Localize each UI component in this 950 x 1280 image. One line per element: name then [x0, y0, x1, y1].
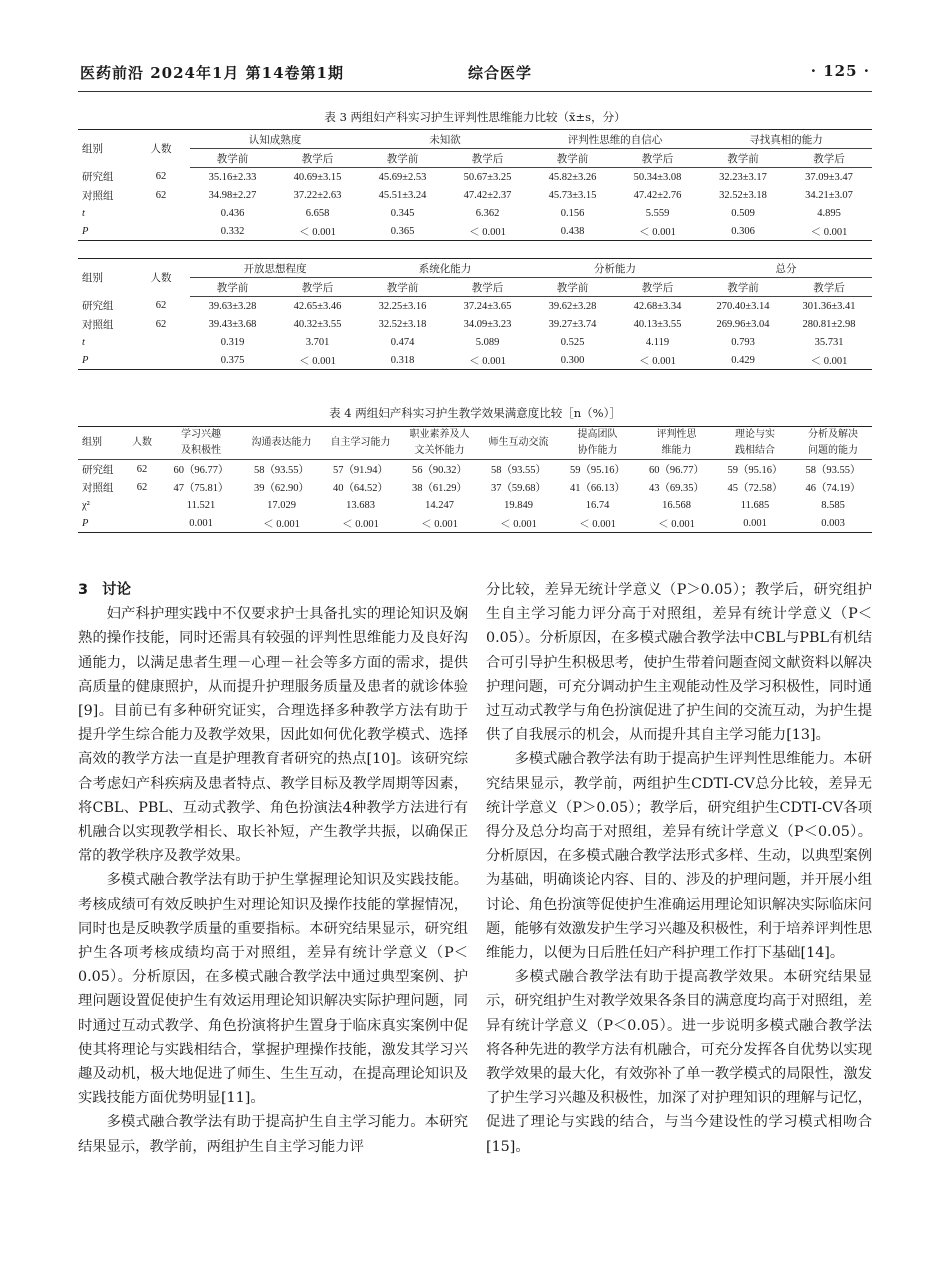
table-cell: ＜ 0.001 — [558, 514, 637, 533]
table-cell: 40.13±3.55 — [633, 318, 682, 330]
t4-header: 自主学习能力 — [321, 427, 400, 460]
table-cell: ＜ 0.001 — [275, 222, 360, 241]
table-cell: 13.683 — [346, 499, 375, 511]
paragraph: 多模式融合教学法有助于提高护生评判性思维能力。本研究结果显示，教学前，两组护生CDTI-CV总分比较，差异无统计学意义（P＞0.05）；教学后，研究组护生CDTI-CV各项得分及总分均高于对照组，差异有统计学意义（P＜0.05）。分析原因，在多模式融合教学法形式多样、生动，以典型案例为基础，明确谈论内容、目的、涉及的护理问题，并开展小组讨论、角色扮演等促使护生准确运用理论知识解决实际临床问题，能够有效激发护生学习兴趣及积极性，利于培养评判性思维能力，以便为日后胜任妇产科护理工作打下基础[14]。 — [486, 751, 873, 962]
table-cell: 45.51±3.24 — [378, 189, 427, 201]
table-cell: 0.003 — [794, 514, 872, 533]
table-cell: 14.247 — [425, 499, 454, 511]
table-cell: 39.63±3.28 — [208, 300, 257, 312]
table-cell: 39.43±3.68 — [208, 318, 257, 330]
group-header: 寻找真相的能力 — [700, 130, 872, 149]
table-cell: 11.685 — [740, 499, 770, 511]
left-column — [78, 578, 468, 1159]
table-cell: 45（72.58） — [727, 482, 783, 494]
table-cell: 32.25±3.16 — [378, 300, 427, 312]
row-label: 研究组 — [82, 464, 114, 476]
table-cell: 50.67±3.25 — [463, 171, 512, 183]
table3-caption: 表 3 两组妇产科实习护生评判性思维能力比较（x̄±s，分） — [324, 110, 626, 124]
t4-header: 职业素养及人 文关怀能力 — [400, 427, 479, 460]
table-cell: 41（66.13） — [569, 482, 626, 494]
sub-header: 教学前 — [700, 149, 786, 168]
table4-caption: 表 4 两组妇产科实习护生教学效果满意度比较［n（%）］ — [329, 406, 621, 420]
table-cell: ＜ 0.001 — [321, 514, 400, 533]
page-number: · 125 · — [810, 62, 870, 80]
table-cell: ＜ 0.001 — [615, 222, 700, 241]
table-cell: 19.849 — [504, 499, 533, 511]
row-label: 对照组 — [82, 190, 114, 202]
table3-part2 — [78, 258, 872, 370]
table-cell: 40.69±3.15 — [293, 171, 342, 183]
row-count: 62 — [155, 318, 167, 330]
group-header: 认知成熟度 — [190, 130, 360, 149]
paragraph-continued: 分比较，差异无统计学意义（P＞0.05）；教学后，研究组护生自主学习能力评分高于对照组，差异有统计学意义（P＜0.05）。分析原因，在多模式融合教学法中CBL与PBL有机结合可引导护生积极思考，使护生带着问题查阅文献资料以解决护理问题，可充分调动护生主观能动性及学习积极性，同时通过互动式教学与角色扮演促进了护生间的交流互动，为护生提供了自我展示的机会，从而提升其自主学习能力[13]。 — [486, 582, 873, 744]
table-cell: 0.001 — [160, 514, 242, 533]
table-cell: 32.23±3.17 — [719, 171, 767, 183]
paragraph: 多模式融合教学法有助于护生掌握理论知识及实践技能。考核成绩可有效反映护生对理论知识及操作技能的掌握情况，同时也是反映教学质量的重要指标。本研究结果显示，研究组护生各项考核成绩均高于对照组，差异有统计学意义（P＜0.05）。分析原因，在多模式融合教学法中通过典型案例、护理问题设置促使护生有效运用理论知识解决实际护理问题，同时通过互动式教学、角色扮演将护生置身于临床真实案例中促使其将理论与实践相结合，掌握护理操作技能，激发其学习兴趣及动机，极大地促进了师生、生生互动，在提高理论知识及实践技能方面优势明显[11]。 — [78, 872, 468, 1107]
row-label: P — [78, 222, 132, 241]
table-row — [78, 333, 872, 351]
sub-header: 教学后 — [786, 278, 872, 297]
row-count — [132, 222, 190, 241]
running-header — [78, 62, 872, 86]
table-cell: 37.09±3.47 — [805, 171, 853, 183]
row-count — [132, 351, 190, 370]
table-cell: 59（95.16） — [569, 464, 626, 476]
table-cell: 5.559 — [645, 207, 670, 219]
row-label: P — [78, 351, 132, 370]
table4-body — [78, 460, 872, 533]
table-cell: 8.585 — [821, 499, 845, 511]
t4-header: 人数 — [124, 427, 160, 460]
table-cell: 45.69±2.53 — [378, 171, 427, 183]
table-cell: 37.24±3.65 — [463, 300, 512, 312]
row-label: χ² — [82, 499, 90, 511]
t4-header: 提高团队 协作能力 — [558, 427, 637, 460]
table3-part1-body — [78, 168, 872, 241]
table-cell: 37（59.68） — [490, 482, 547, 494]
group-header: 开放思想程度 — [190, 259, 360, 278]
table-cell: 270.40±3.14 — [716, 300, 770, 312]
table-row — [78, 222, 872, 241]
section-heading: 3 讨论 — [78, 582, 131, 598]
t4-header: 学习兴趣 及积极性 — [160, 427, 242, 460]
table-cell: 45.82±3.26 — [548, 171, 597, 183]
row-label: P — [78, 514, 124, 533]
table-cell: 34.98±2.27 — [208, 189, 257, 201]
row-label: t — [82, 207, 85, 219]
table-cell: 4.119 — [645, 336, 670, 348]
table-row — [78, 460, 872, 479]
table-cell: 0.156 — [560, 207, 585, 219]
table-cell: 32.52±3.18 — [719, 189, 767, 201]
table-cell: 0.306 — [700, 222, 786, 241]
table-cell: 38（61.29） — [411, 482, 468, 494]
table-cell: 58（93.55） — [490, 464, 547, 476]
row-count: 62 — [155, 189, 167, 201]
table3-part1 — [78, 129, 872, 241]
sub-header: 教学后 — [786, 149, 872, 168]
table-cell: 0.318 — [360, 351, 445, 370]
table-cell: 301.36±3.41 — [802, 300, 856, 312]
table-row — [78, 351, 872, 370]
row-label: 研究组 — [82, 172, 114, 184]
table-row — [78, 168, 872, 187]
paragraph: 多模式融合教学法有助于提高护生自主学习能力。本研究结果显示，教学前，两组护生自主学习能力评 — [78, 1114, 468, 1155]
table-cell: 11.521 — [186, 499, 216, 511]
paragraph: 妇产科护理实践中不仅要求护士具备扎实的理论知识及娴熟的操作技能，同时还需具有较强的评判性思维能力及良好沟通能力，以满足患者生理－心理－社会等多方面的需求，提供高质量的健康照护，从而提升护理服务质量及患者的就诊体验[9]。目前已有多种研究证实，合理选择多种教学方法有助于提升学生综合能力及教学效果，因此如何优化教学模式、选择高效的教学方法一直是护理教育者研究的热点[10]。该研究综合考虑妇产科疾病及患者特点、教学目标及教学周期等因素，将CBL、PBL、互动式教学、角色扮演法4种教学方法进行有机融合以实现教学相长、取长补短，产生教学共振，以确保正常的教学秩序及教学效果。 — [78, 606, 468, 865]
sub-header: 教学前 — [190, 149, 275, 168]
t4-header: 评判性思 维能力 — [637, 427, 716, 460]
table-cell: 3.701 — [305, 336, 330, 348]
table-cell: 0.001 — [716, 514, 794, 533]
table-cell: 0.509 — [731, 207, 755, 219]
paragraph: 多模式融合教学法有助于提高教学效果。本研究结果显示，研究组护生对教学效果各条目的满意度均高于对照组，差异有统计学意义（P＜0.05）。进一步说明多模式融合教学法将各种先进的教学方法有机融合，可充分发挥各自优势以实现教学效果的最大化，有效弥补了单一教学模式的局限性，激发了护生学习兴趣及积极性，加深了对护理知识的理解与记忆，促进了理论与实践的结合，与当今建设性的学习模式相吻合[15]。 — [486, 969, 873, 1155]
table-cell: 35.16±2.33 — [208, 171, 257, 183]
table-cell: 37.22±2.63 — [293, 189, 342, 201]
sub-header: 教学后 — [275, 149, 360, 168]
col-group: 组别 — [82, 144, 103, 156]
table-cell: 5.089 — [475, 336, 500, 348]
table3-part2-body — [78, 297, 872, 370]
sub-header: 教学后 — [615, 278, 700, 297]
row-count: 62 — [136, 463, 148, 475]
table-cell: 50.34±3.08 — [633, 171, 682, 183]
journal-issue: 医药前沿 2024年1月 第14卷第1期 — [80, 64, 344, 82]
row-label: 对照组 — [82, 319, 114, 331]
table-row — [78, 297, 872, 316]
table-cell: ＜ 0.001 — [242, 514, 321, 533]
table-cell: 16.568 — [662, 499, 691, 511]
table-cell: 34.21±3.07 — [805, 189, 853, 201]
sub-header: 教学后 — [445, 149, 530, 168]
sub-header: 教学前 — [190, 278, 275, 297]
header-rule — [78, 91, 872, 92]
col-n: 人数 — [150, 144, 172, 156]
table-cell: 39.27±3.74 — [548, 318, 597, 330]
col-group: 组别 — [82, 273, 103, 285]
section-name: 综合医学 — [468, 64, 533, 82]
table-cell: 6.658 — [305, 207, 330, 219]
table-row — [78, 204, 872, 222]
table-cell: ＜ 0.001 — [637, 514, 716, 533]
table-cell: 34.09±3.23 — [463, 318, 512, 330]
table-cell: 0.438 — [530, 222, 615, 241]
group-header: 系统化能力 — [360, 259, 530, 278]
table-cell: 4.895 — [817, 207, 841, 219]
table-cell: ＜ 0.001 — [786, 351, 872, 370]
table-cell: 42.68±3.34 — [633, 300, 682, 312]
table-cell: ＜ 0.001 — [400, 514, 479, 533]
group-header: 未知欲 — [360, 130, 530, 149]
table-cell: 0.474 — [390, 336, 415, 348]
table-cell: ＜ 0.001 — [445, 222, 530, 241]
table-cell: 59（95.16） — [727, 464, 783, 476]
table-row — [78, 478, 872, 496]
table-cell: 46（74.19） — [805, 482, 861, 494]
table-cell: 39（62.90） — [253, 482, 310, 494]
table-cell: 45.73±3.15 — [548, 189, 597, 201]
table-cell: 58（93.55） — [805, 464, 861, 476]
table-cell: 0.525 — [560, 336, 585, 348]
table-cell: 0.429 — [700, 351, 786, 370]
table-cell: ＜ 0.001 — [445, 351, 530, 370]
group-header: 评判性思维的自信心 — [530, 130, 700, 149]
table-cell: 35.731 — [814, 336, 844, 348]
table-cell: ＜ 0.001 — [275, 351, 360, 370]
table-cell: 0.332 — [190, 222, 275, 241]
table-cell: ＜ 0.001 — [615, 351, 700, 370]
t4-header: 沟通表达能力 — [242, 427, 321, 460]
table-cell: 0.300 — [530, 351, 615, 370]
table-row — [78, 315, 872, 333]
row-count: 62 — [136, 481, 148, 493]
row-count: 62 — [155, 171, 167, 183]
row-label: 研究组 — [82, 301, 114, 313]
table-row — [78, 514, 872, 533]
table-cell: 32.52±3.18 — [378, 318, 427, 330]
table-cell: 47（75.81） — [173, 482, 229, 494]
sub-header: 教学后 — [445, 278, 530, 297]
table-cell: 47.42±2.76 — [633, 189, 682, 201]
table4 — [78, 426, 872, 533]
sub-header: 教学后 — [615, 149, 700, 168]
table-cell: 0.365 — [360, 222, 445, 241]
table-cell: 47.42±2.37 — [463, 189, 512, 201]
table-cell: 60（96.77） — [648, 464, 705, 476]
table-cell: 40.32±3.55 — [293, 318, 342, 330]
sub-header: 教学前 — [360, 278, 445, 297]
table-cell: ＜ 0.001 — [786, 222, 872, 241]
sub-header: 教学后 — [275, 278, 360, 297]
table-row — [78, 496, 872, 514]
row-count: 62 — [155, 300, 167, 312]
group-header: 总分 — [700, 259, 872, 278]
table-cell: 43（69.35） — [648, 482, 705, 494]
t4-header: 组别 — [78, 427, 124, 460]
table-cell: 280.81±2.98 — [802, 318, 856, 330]
table-cell: 17.029 — [267, 499, 296, 511]
table-cell: 56（90.32） — [411, 464, 468, 476]
table-cell: 57（91.94） — [332, 464, 389, 476]
table-cell: 39.62±3.28 — [548, 300, 597, 312]
t4-header: 分析及解决 问题的能力 — [794, 427, 872, 460]
table-cell: 0.345 — [390, 207, 415, 219]
table-cell: 0.436 — [220, 207, 245, 219]
table-cell: 0.375 — [190, 351, 275, 370]
sub-header: 教学前 — [700, 278, 786, 297]
row-count — [132, 333, 190, 351]
row-count — [132, 204, 190, 222]
table-cell: 60（96.77） — [173, 464, 229, 476]
row-label: 对照组 — [82, 482, 114, 494]
table-cell: 40（64.52） — [332, 482, 389, 494]
table-cell: 6.362 — [475, 207, 500, 219]
row-count — [124, 514, 160, 533]
table-cell: 0.319 — [220, 336, 245, 348]
col-n: 人数 — [150, 273, 172, 285]
table-cell: 16.74 — [585, 499, 610, 511]
table-cell: 269.96±3.04 — [716, 318, 770, 330]
sub-header: 教学前 — [530, 149, 615, 168]
table-row — [78, 186, 872, 204]
row-count — [124, 496, 160, 514]
table-cell: 42.65±3.46 — [293, 300, 342, 312]
sub-header: 教学前 — [360, 149, 445, 168]
row-label: t — [82, 336, 85, 348]
t4-header: 理论与实 践相结合 — [716, 427, 794, 460]
group-header: 分析能力 — [530, 259, 700, 278]
sub-header: 教学前 — [530, 278, 615, 297]
table-cell: 58（93.55） — [253, 464, 310, 476]
right-column — [486, 578, 872, 1159]
table-cell: 0.793 — [731, 336, 755, 348]
t4-header: 师生互动交流 — [479, 427, 558, 460]
table-cell: ＜ 0.001 — [479, 514, 558, 533]
